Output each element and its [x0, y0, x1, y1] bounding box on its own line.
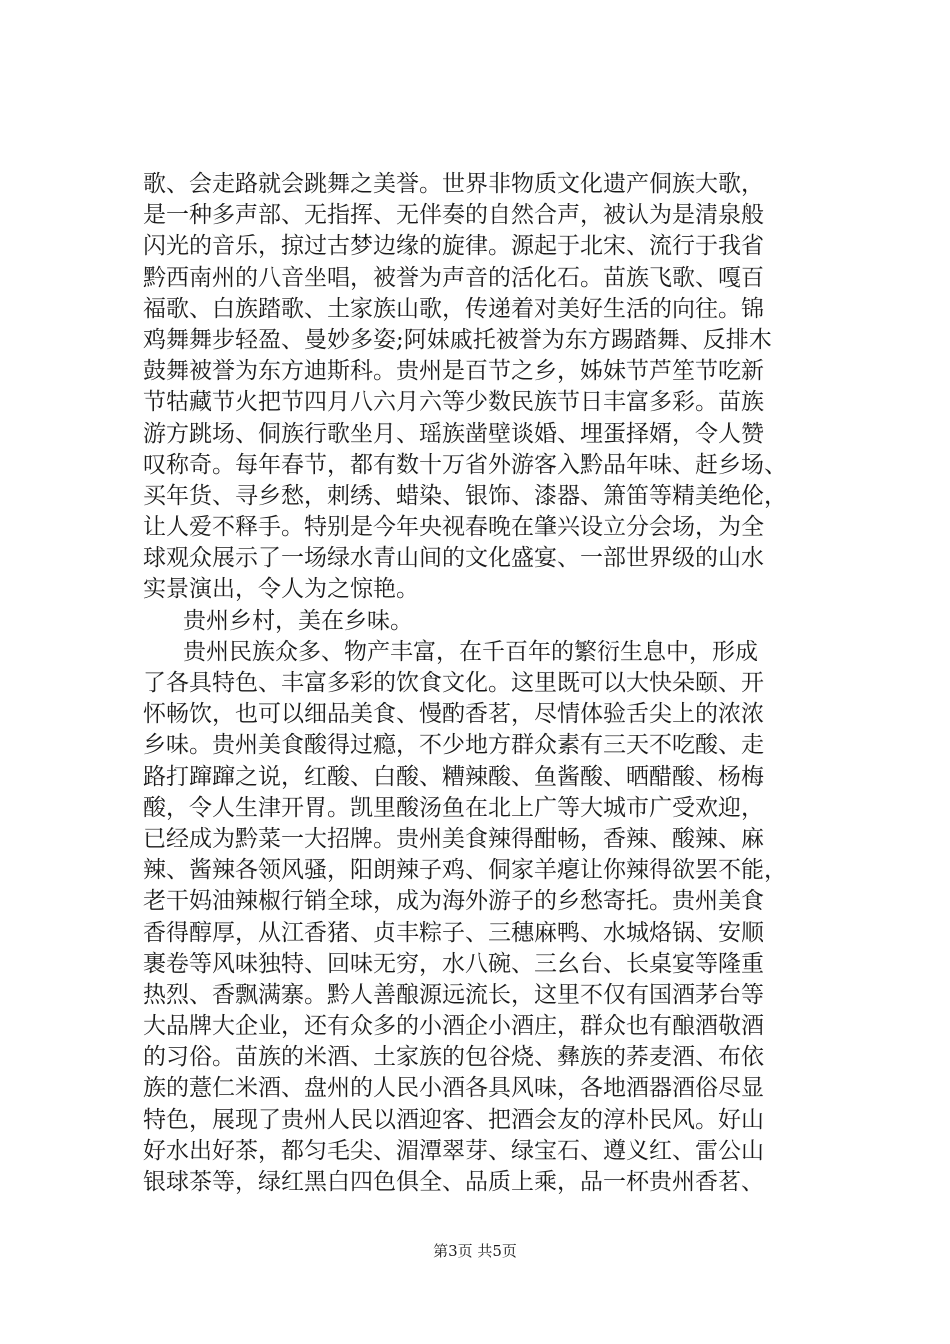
text-line: 球观众展示了一场绿水青山间的文化盛宴、一部世界级的山水	[143, 545, 764, 572]
text-line: 是一种多声部、无指挥、无伴奏的自然合声，被认为是清泉般	[143, 202, 764, 229]
body-text	[143, 169, 833, 1198]
text-line: 银球茶等，绿红黑白四色俱全、品质上乘，品一杯贵州香茗、	[143, 1169, 764, 1195]
text-line: 福歌、白族踏歌、土家族山歌，传递着对美好生活的向往。锦	[143, 295, 764, 322]
text-line: 黔西南州的八音坐唱，被誉为声音的活化石。苗族飞歌、嘎百	[143, 264, 764, 291]
text-line: 实景演出，令人为之惊艳。	[143, 576, 419, 603]
text-line: 酸，令人生津开胃。凯里酸汤鱼在北上广等大城市广受欢迎，	[143, 794, 764, 821]
text-line: 怀畅饮，也可以细品美食、慢酌香茗，尽情体验舌尖上的浓浓	[143, 701, 764, 728]
text-line: 香得醇厚，从江香猪、贞丰粽子、三穗麻鸭、水城烙锅、安顺	[143, 919, 764, 946]
text-line: 的习俗。苗族的米酒、土家族的包谷烧、彝族的荞麦酒、布依	[143, 1044, 764, 1071]
text-line: 买年货、寻乡愁，刺绣、蜡染、银饰、漆器、箫笛等精美绝伦，	[143, 482, 787, 509]
text-line: 热烈、香飘满寨。黔人善酿源远流长，这里不仅有国酒茅台等	[143, 981, 764, 1008]
text-line: 辣、酱辣各领风骚，阳朗辣子鸡、侗家羊瘪让你辣得欲罢不能，	[143, 857, 787, 884]
text-line: 鼓舞被誉为东方迪斯科。贵州是百节之乡，姊妹节芦笙节吃新	[143, 358, 764, 385]
text-line: 了各具特色、丰富多彩的饮食文化。这里既可以大快朵颐、开	[143, 670, 764, 696]
text-line: 让人爱不释手。特别是今年央视春晚在肇兴设立分会场，为全	[143, 514, 764, 541]
text-line: 歌、会走路就会跳舞之美誉。世界非物质文化遗产侗族大歌，	[143, 171, 764, 197]
text-line: 鸡舞舞步轻盈、曼妙多姿;阿妹戚托被誉为东方踢踏舞、反排木	[143, 326, 772, 353]
text-line: 贵州民族众多、物产丰富，在千百年的繁衍生息中，形成	[183, 638, 758, 665]
text-line: 节牯藏节火把节四月八六月六等少数民族节日丰富多彩。苗族	[143, 389, 764, 416]
text-line: 族的薏仁米酒、盘州的人民小酒各具风味，各地酒器酒俗尽显	[143, 1075, 764, 1102]
text-line: 大品牌大企业，还有众多的小酒企小酒庄，群众也有酿酒敬酒	[143, 1013, 764, 1040]
text-line: 路打蹿蹿之说，红酸、白酸、糟辣酸、鱼酱酸、晒醋酸、杨梅	[143, 763, 764, 790]
text-line: 乡味。贵州美食酸得过瘾，不少地方群众素有三天不吃酸、走	[143, 732, 764, 759]
text-line: 已经成为黔菜一大招牌。贵州美食辣得酣畅，香辣、酸辣、麻	[143, 825, 764, 852]
text-line: 老干妈油辣椒行销全球，成为海外游子的乡愁寄托。贵州美食	[143, 888, 764, 915]
text-line: 特色，展现了贵州人民以酒迎客、把酒会友的淳朴民风。好山	[143, 1106, 764, 1133]
page-number-footer: 第3页 共5页	[433, 1242, 517, 1260]
text-line: 闪光的音乐，掠过古梦边缘的旋律。源起于北宋、流行于我省	[143, 233, 764, 260]
text-line: 裹卷等风味独特、回味无穷，水八碗、三幺台、长桌宴等隆重	[143, 950, 764, 977]
text-line: 叹称奇。每年春节，都有数十万省外游客入黔品年味、赶乡场、	[143, 451, 787, 478]
text-line: 贵州乡村，美在乡味。	[183, 607, 413, 634]
text-line: 游方跳场、侗族行歌坐月、瑶族凿壁谈婚、埋蛋择婿，令人赞	[143, 420, 764, 447]
text-line: 好水出好茶，都匀毛尖、湄潭翠芽、绿宝石、遵义红、雷公山	[143, 1137, 764, 1164]
